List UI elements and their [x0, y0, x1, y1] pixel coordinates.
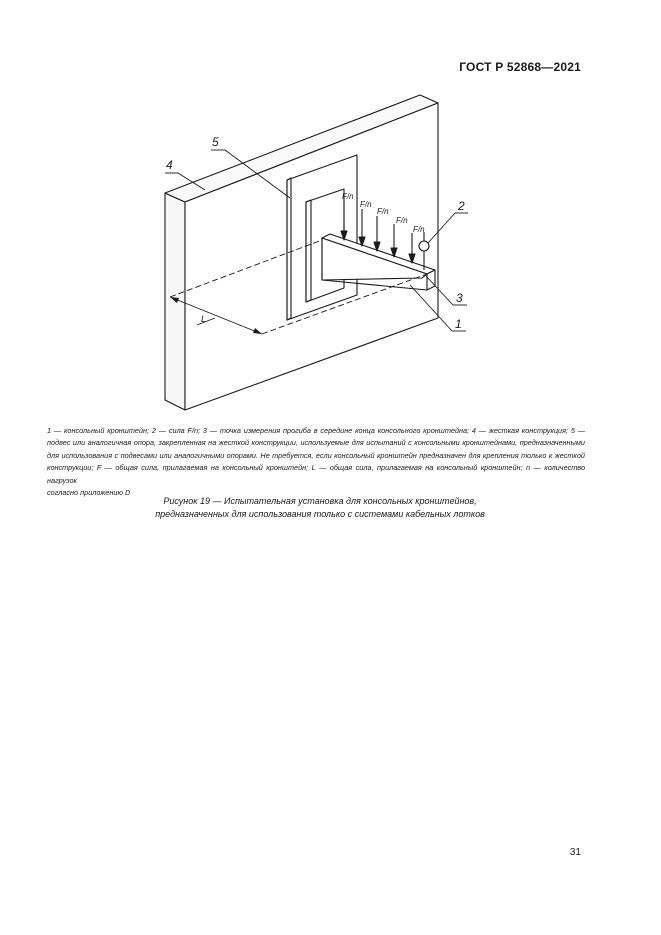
force-label-5: F/n [413, 225, 425, 234]
callout-2: 2 [458, 199, 465, 213]
page-number: 31 [569, 847, 581, 858]
figure-legend [47, 425, 585, 499]
callout-3: 3 [456, 291, 463, 305]
page-header-standard-id: ГОСТ Р 52868—2021 [459, 60, 581, 74]
force-label-3: F/n [377, 207, 389, 216]
bracket-end-plate [427, 270, 435, 290]
callout-5: 5 [212, 135, 219, 149]
callout-1: 1 [455, 317, 462, 331]
force-label-4: F/n [396, 216, 408, 225]
legend-text: 1 — консольный кронштейн; 2 — сила F/n; 3 — точка измерения прогиба в середине конца консольного кронштейна; 4 — жесткая конструкция; 5 — подвес или аналогичная опора, закрепленная на жесткой конструкции, используемые для испытаний с консольными кронштейнами, предназначенными для использования с подвесами или аналогичными опорами. Не требуется, если консольный кронштейн предназначен для крепления только к жесткой конструкции; F — общая сила, прилагаемая на консольный кронштейн; L — общая сила, прилагаемая на консольный кронштейн; n — количество нагрузок [47, 426, 585, 485]
force-label-1: F/n [342, 192, 354, 201]
legend-last-line: согласно приложению D [47, 488, 131, 498]
caption-line-1: Рисунок 19 — Испытательная установка для консольных кронштейнов, [163, 496, 477, 506]
dimension-label-L: L [201, 314, 207, 324]
force-label-2: F/n [360, 200, 372, 209]
callout-4: 4 [166, 158, 173, 172]
caption-line-2: предназначенных для использования только с системами кабельных лотков [155, 509, 485, 519]
figure-caption [60, 495, 580, 521]
